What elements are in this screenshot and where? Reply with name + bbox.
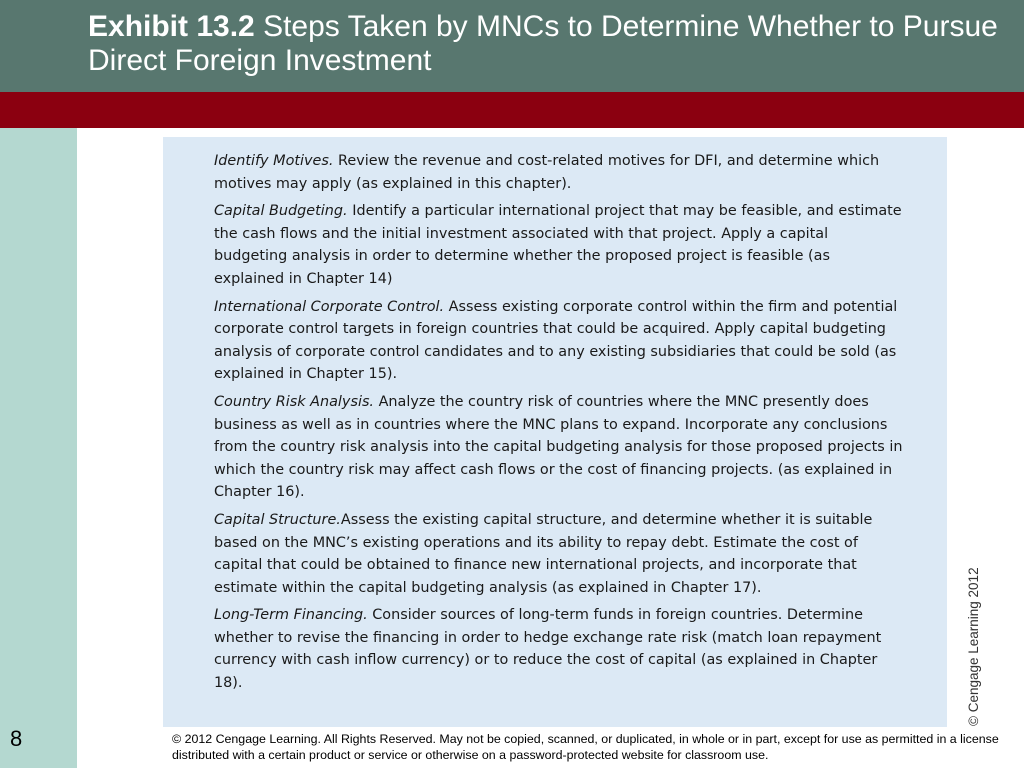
copyright-footer: © 2012 Cengage Learning. All Rights Reserved. May not be copied, scanned, or duplicated, in whole or in part, except for use as permitted in a license distributed with a certain product or service or otherwise on a password-protected website for classroom use. [172, 732, 999, 762]
step-item [214, 604, 904, 694]
title-bar [0, 0, 1024, 92]
left-panel [0, 128, 77, 768]
slide-number: 8 [10, 726, 23, 751]
steps-list [214, 150, 904, 700]
step-title: International Corporate Control. [214, 298, 445, 315]
step-item [214, 391, 904, 504]
step-item [214, 150, 904, 195]
step-title: Identify Motives. [214, 153, 334, 169]
step-text: Analyze the country risk of countries where the MNC presently does business as well as in countries where the MNC plans to expand. Incorporate any conclusions from the country risk analysis into the capital budgeting analysis for those proposed projects in which the country risk may affect cash flows or the cost of financing projects. (as explained in Chapter 16). [214, 393, 903, 501]
step-text: Assess existing corporate control within the firm and potential corporate control targets in foreign countries that could be acquired. Apply capital budgeting analysis of corporate control candidates and to any existing subsidiaries that could be sold (as explained in Chapter 15). [214, 298, 898, 383]
vertical-credit: © Cengage Learning 2012 [966, 567, 981, 726]
step-text: Identify a particular international project that may be feasible, and estimate the cash flows and the initial investment associated with that project. Apply a capital budgeting analysis in order to determine whether the proposed project is feasible (as explained in Chapter 14) [214, 203, 902, 287]
step-text: Review the revenue and cost-related motives for DFI, and determine which motives may apply (as explained in this chapter). [214, 153, 880, 192]
step-item [214, 509, 904, 599]
step-title: Capital Structure. [214, 511, 341, 528]
slide-title [88, 10, 1018, 78]
accent-band [0, 92, 1024, 128]
step-title: Country Risk Analysis. [214, 393, 375, 410]
step-text: Assess the existing capital structure, and determine whether it is suitable based on the MNC’s existing operations and its ability to repay debt. Estimate the cost of capital that could be obtained to finance new international projects, and incorporate that estimate within the capital budgeting analysis (as explained in Chapter 17). [214, 511, 873, 596]
step-text: Consider sources of long-term funds in foreign countries. Determine whether to revise the financing in order to hedge exchange rate risk (match loan repayment currency with cash inflow currency) or to reduce the cost of capital (as explained in Chapter 18). [214, 607, 882, 692]
step-title: Capital Budgeting. [214, 203, 348, 220]
exhibit-label: Exhibit 13.2 [88, 10, 255, 43]
step-item [214, 296, 904, 386]
step-item [214, 200, 904, 290]
title-text: Steps Taken by MNCs to Determine Whether to Pursue Direct Foreign Investment [88, 10, 998, 77]
step-title: Long-Term Financing. [214, 607, 368, 624]
